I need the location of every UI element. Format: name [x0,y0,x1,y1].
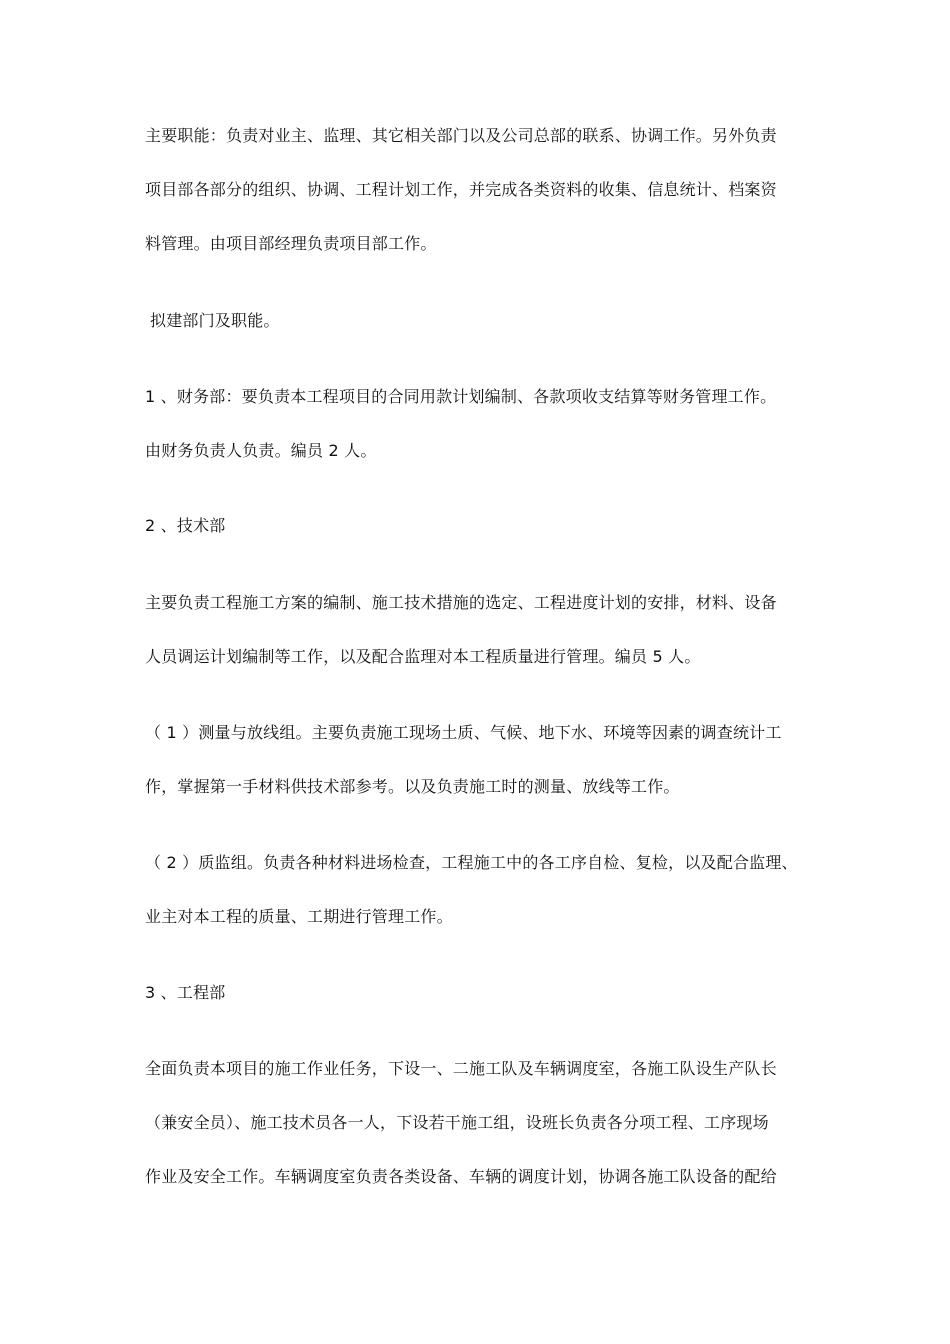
section-heading: 2 、技术部 [145,516,226,535]
paragraph-line: 1 、财务部：要负责本工程项目的合同用款计划编制、各款项收支结算等财务管理工作。 [145,387,777,406]
section-heading: 3 、工程部 [145,983,226,1002]
paragraph-line: （兼安全员）、施工技术员各一人，下设若干施工组，设班长负责各分项工程、工序现场 [145,1113,769,1132]
paragraph-line: 项目部各部分的组织、协调、工程计划工作，并完成各类资料的收集、信息统计、档案资 [145,180,777,199]
paragraph-line: 人员调运计划编制等工作，以及配合监理对本工程质量进行管理。编员 5 人。 [145,647,701,666]
paragraph-line: 作，掌握第一手材料供技术部参考。以及负责施工时的测量、放线等工作。 [145,777,680,796]
paragraph-line: 作业及安全工作。车辆调度室负责各类设备、车辆的调度计划，协调各施工队设备的配给 [145,1167,777,1186]
paragraph-line: 业主对本工程的质量、工期进行管理工作。 [145,907,453,926]
paragraph-line: 由财务负责人负责。编员 2 人。 [145,441,377,460]
paragraph-line: （ 1 ）测量与放线组。主要负责施工现场土质、气候、地下水、环境等因素的调查统计工 [145,723,782,742]
paragraph-line: 主要职能：负责对业主、监理、其它相关部门以及公司总部的联系、协调工作。另外负责 [145,126,777,145]
paragraph-line: （ 2 ）质监组。负责各种材料进场检查，工程施工中的各工序自检、复检，以及配合监理、 [145,853,798,872]
section-heading: 拟建部门及职能。 [150,311,280,330]
paragraph-line: 料管理。由项目部经理负责项目部工作。 [145,234,437,253]
paragraph-line: 主要负责工程施工方案的编制、施工技术措施的选定、工程进度计划的安排，材料、设备 [145,593,777,612]
paragraph-line: 全面负责本项目的施工作业任务，下设一、二施工队及车辆调度室，各施工队设生产队长 [145,1059,777,1078]
